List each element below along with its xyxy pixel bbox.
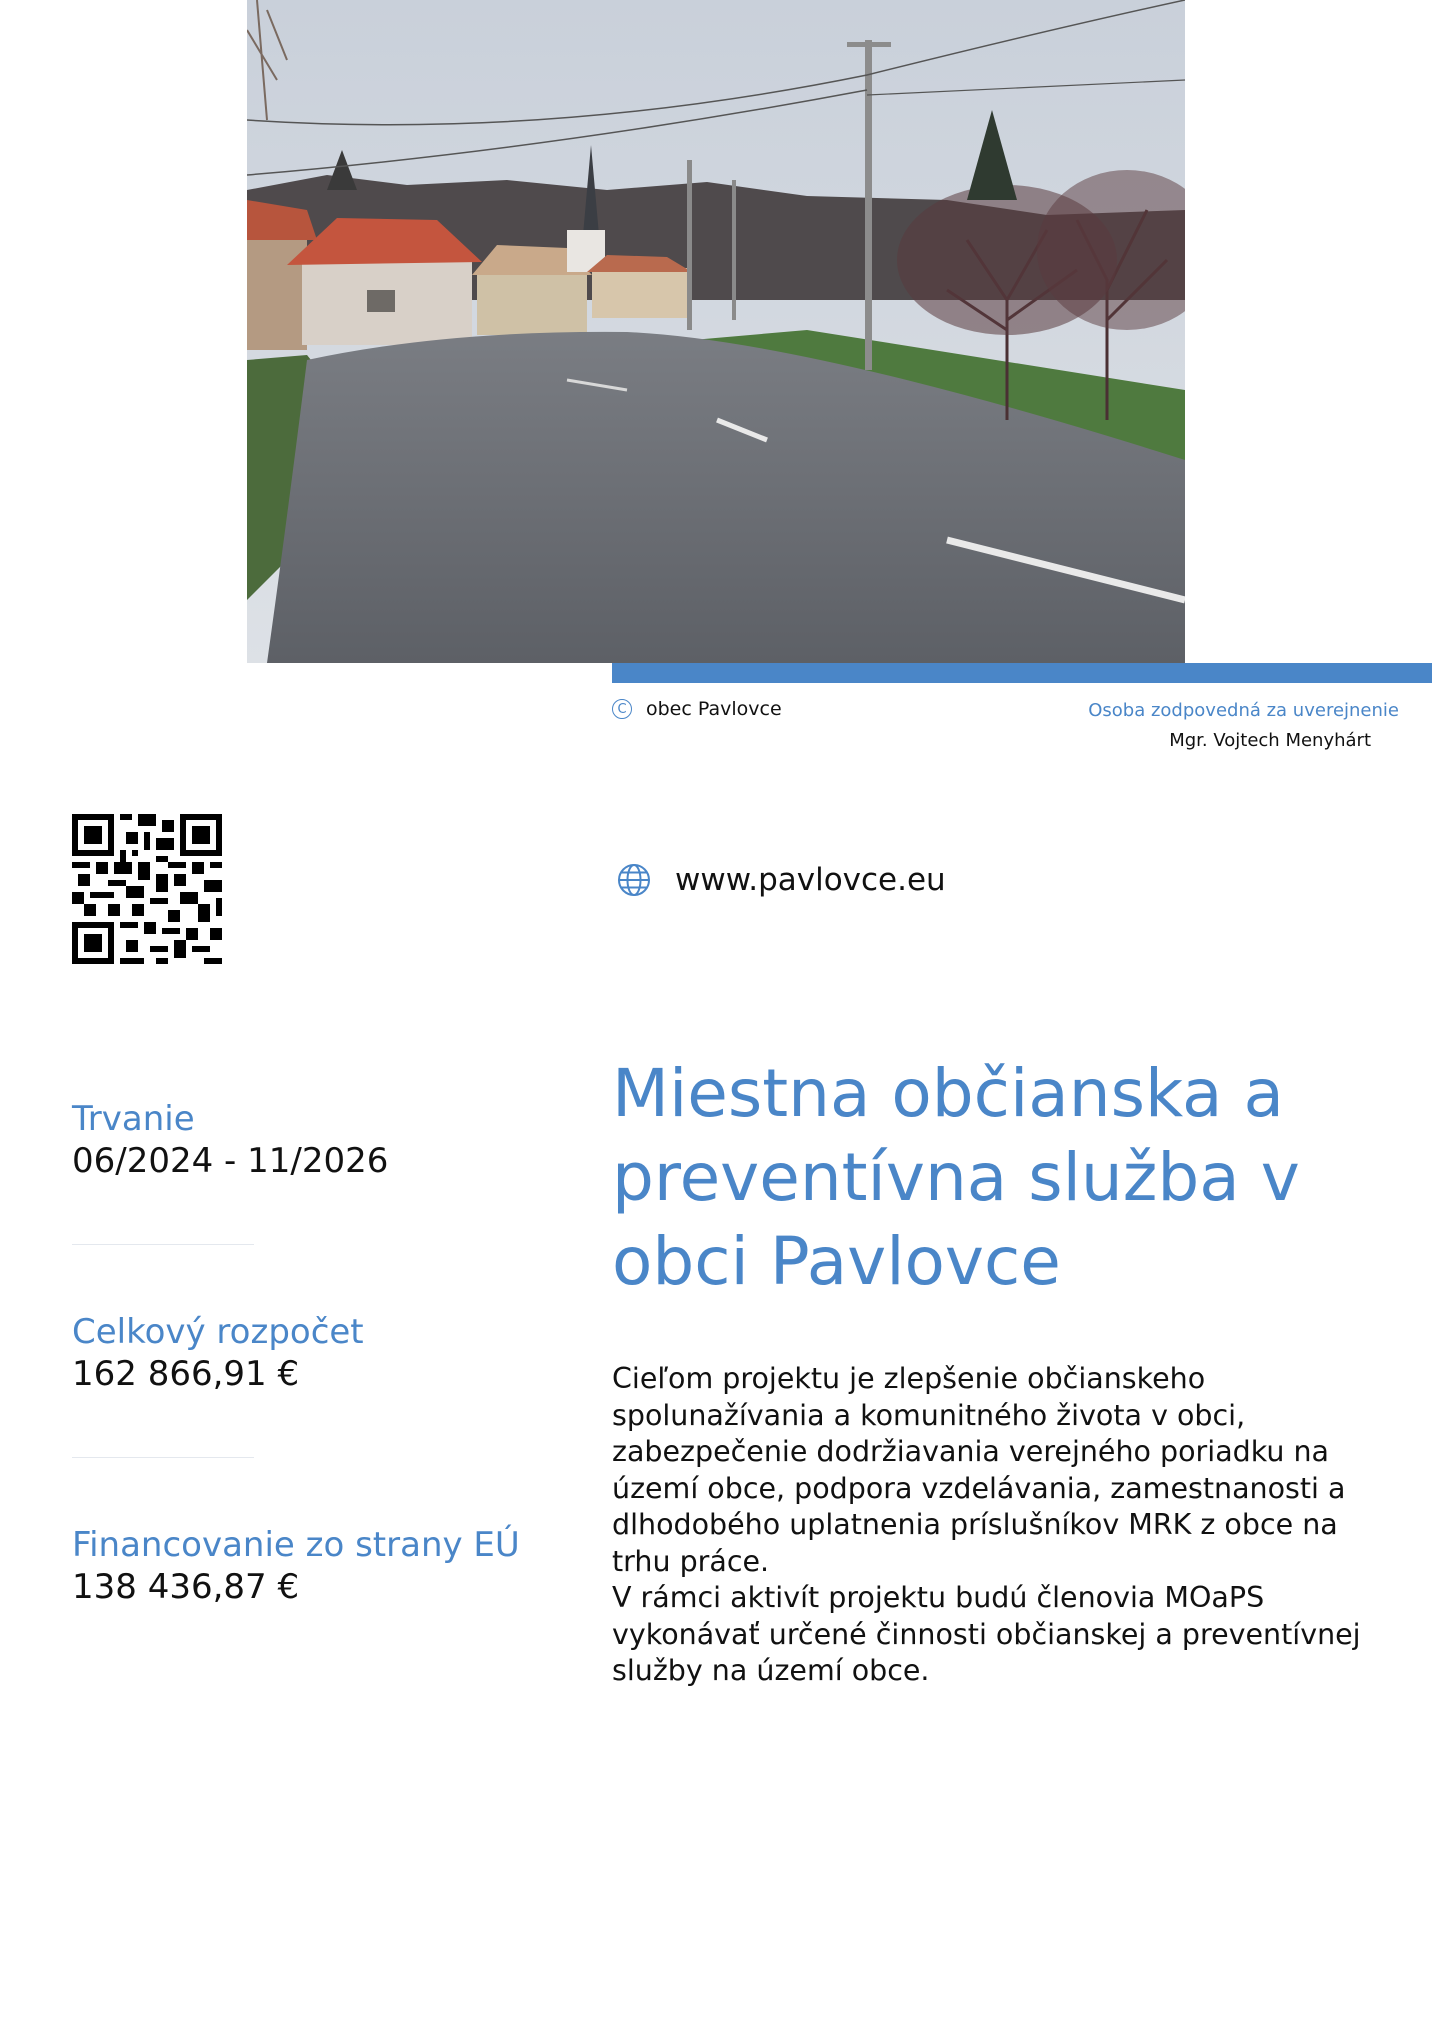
website-url[interactable]: www.pavlovce.eu (675, 862, 946, 898)
project-description: Cieľom projektu je zlepšenie občianskeho spolunažívania a komunitného života v obci, zabezpečenie dodržiavania verejného poriadku na území obce, podpora vzdelávania, zamestnanosti a dlhodobého uplatnenia príslušníkov MRK z obce na trhu práce. V rámci aktivít projektu budú členovia MOaPS vykonávať určené činnosti občianskej a preventívnej služby na území obce. (612, 1362, 1361, 1687)
qr-code-icon[interactable] (72, 814, 222, 964)
credit-text: obec Pavlovce (646, 698, 782, 720)
responsible-name: Mgr. Vojtech Menyhárt (1169, 730, 1371, 751)
budget-label: Celkový rozpočet (72, 1312, 364, 1352)
eu-funding-value: 138 436,87 € (72, 1567, 300, 1607)
budget-value: 162 866,91 € (72, 1354, 300, 1394)
duration-label: Trvanie (72, 1099, 195, 1139)
globe-icon (617, 863, 651, 897)
project-title: Miestna občianska a preventívna služba v obci Pavlovce (612, 1055, 1300, 1300)
responsible-person (1088, 700, 1399, 751)
responsible-label: Osoba zodpovedná za uverejnenie (1088, 700, 1399, 721)
accent-bar (612, 663, 1432, 683)
project-facts (72, 1098, 532, 1608)
divider (72, 1244, 254, 1245)
website-link[interactable] (617, 862, 946, 898)
duration-value: 06/2024 - 11/2026 (72, 1141, 389, 1181)
village-road-photo (247, 0, 1185, 663)
eu-funding-label: Financovanie zo strany EÚ (72, 1525, 520, 1565)
photo-credit (612, 698, 782, 720)
divider (72, 1457, 254, 1458)
copyright-icon: C (612, 699, 632, 719)
